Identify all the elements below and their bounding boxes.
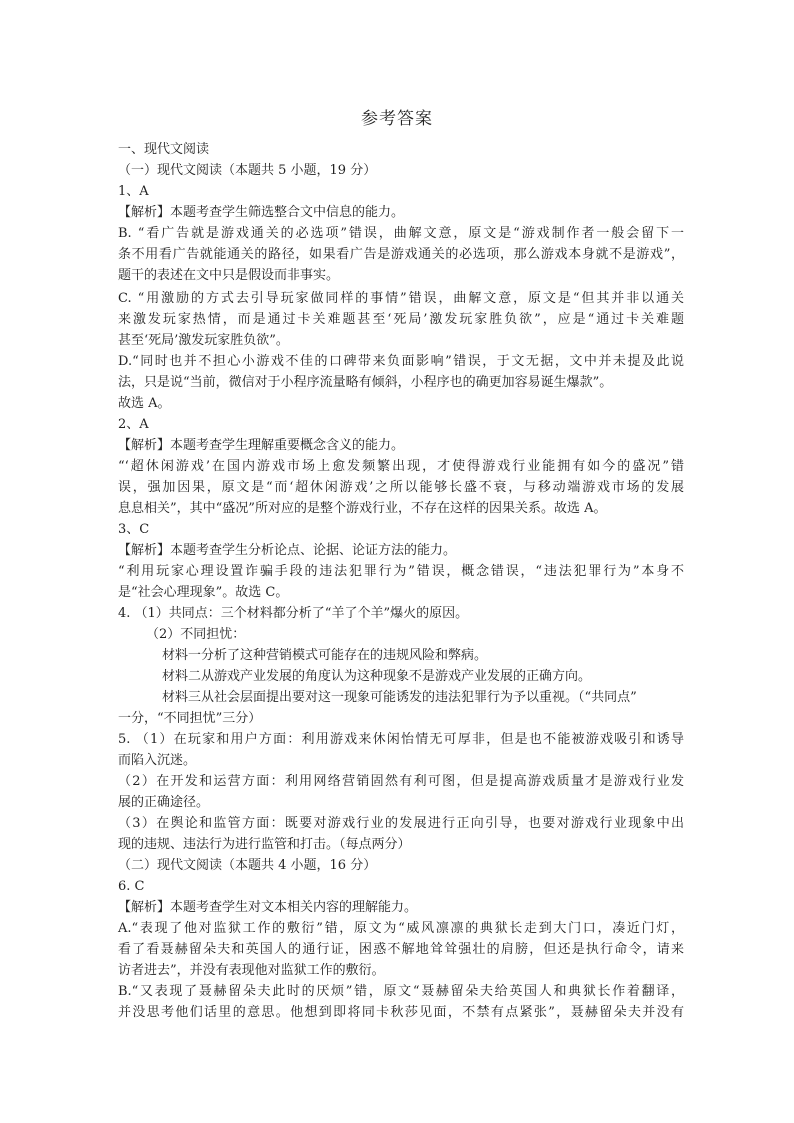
page-title: 参考答案: [361, 109, 433, 129]
answer-number: 1、A: [118, 184, 149, 199]
text-line: 来激发玩家热情，而是通过卡关难题甚至‘死局’激发玩家胜负欲”，应是“通过卡关难题: [118, 312, 684, 327]
text-line: 故选 A。: [118, 396, 171, 411]
text-line: 题干的表述在文中只是假设而非事实。: [118, 268, 340, 283]
text-line: （2）不同担忧：: [146, 627, 246, 642]
analysis-line: 【解析】本题考查学生筛选整合文中信息的能力。: [118, 205, 405, 220]
text-line: 材料一分析了这种营销模式可能存在的违规风险和弊病。: [162, 648, 488, 663]
text-line: 息息相关”，其中“盛况”所对应的是整个游戏行业，不存在这样的因果关系。故选 A。: [118, 501, 607, 516]
text-line: 材料二从游戏产业发展的角度认为这种现象不是游戏产业发展的正确方向。: [162, 669, 592, 684]
text-line: 并没思考他们话里的意思。他想到即将同卡秋莎见面，不禁有点紧张”，聂赫留朵夫并没有: [118, 1005, 684, 1020]
text-line: （3）在舆论和监管方面：既要对游戏行业的发展进行正向引导，也要对游戏行业现象中出: [118, 816, 684, 831]
text-line: “‘超休闲游戏’在国内游戏市场上愈发频繁出现，才使得游戏行业能拥有如今的盛况”错: [118, 459, 684, 474]
answer-number: 2、A: [118, 417, 149, 432]
text-line: D.“同时也并不担心小游戏不佳的口碑带来负面影响”错误，于文无据，文中并未提及此说: [118, 354, 684, 369]
text-line: （2）在开发和运营方面：利用网络营销固然有利可图，但是提高游戏质量才是游戏行业发: [118, 774, 684, 789]
text-line: 甚至‘死局’激发玩家胜负欲”。: [118, 333, 289, 348]
text-line: “利用玩家心理设置诈骗手段的违法犯罪行为”错误，概念错误，“违法犯罪行为”本身不: [118, 564, 684, 579]
analysis-line: 【解析】本题考查学生分析论点、论据、论证方法的能力。: [118, 543, 457, 558]
text-line: C. “用激励的方式去引导玩家做同样的事情”错误，曲解文意，原文是“但其并非以通关: [118, 291, 684, 306]
text-line: 材料三从社会层面提出要对这一现象可能诱发的违法犯罪行为予以重视。（“共同点”: [162, 690, 637, 705]
subsection-heading: （二）现代文阅读（本题共 4 小题，16 分）: [118, 858, 377, 873]
text-line: 一分，“不同担忧”三分）: [118, 711, 262, 726]
subsection-heading: （一）现代文阅读（本题共 5 小题，19 分）: [118, 163, 377, 178]
text-line: 现的违规、违法行为进行监管和打击。（每点两分）: [118, 837, 411, 852]
answer-number: 3、C: [118, 522, 150, 537]
text-line: 访者进去”，并没有表现他对监狱工作的敷衍。: [118, 963, 385, 978]
analysis-line: 【解析】本题考查学生理解重要概念含义的能力。: [118, 438, 405, 453]
text-line: 展的正确途径。: [118, 795, 210, 810]
answer-number: 4. （1）共同点：三个材料都分析了“羊了个羊”爆火的原因。: [118, 606, 469, 621]
answer-number: 5. （1）在玩家和用户方面：利用游戏来休闲怡情无可厚非，但是也不能被游戏吸引和诱导: [118, 732, 684, 747]
text-line: B. “看广告就是游戏通关的必选项”错误，曲解文意，原文是“游戏制作者一般会留下一: [118, 226, 684, 241]
answer-number: 6. C: [118, 879, 145, 894]
text-line: 看了看聂赫留朵夫和英国人的通行证，困惑不解地耸耸强壮的肩膀，但还是执行命令，请来: [118, 942, 684, 957]
text-line: 条不用看广告就能通关的路径，如果看广告是游戏通关的必选项，那么游戏本身就不是游戏”，: [118, 247, 684, 262]
text-line: 而陷入沉迷。: [118, 753, 197, 768]
analysis-line: 【解析】本题考查学生对文本相关内容的理解能力。: [118, 900, 418, 915]
text-line: 误，强加因果，原文是“而‘超休闲游戏’之所以能够长盛不衰，与移动端游戏市场的发展: [118, 480, 684, 495]
text-line: B.“又表现了聂赫留朵夫此时的厌烦”错，原文“聂赫留朵夫给英国人和典狱长作着翻译，: [118, 984, 684, 999]
text-line: 是“社会心理现象”。故选 C。: [118, 585, 289, 600]
text-line: A.“表现了他对监狱工作的敷衍”错，原文为“威风凛凛的典狱长走到大门口，凑近门灯，: [118, 921, 684, 936]
section-heading: 一、现代文阅读: [118, 142, 210, 157]
text-line: 法，只是说“当前，微信对于小程序流量略有倾斜，小程序也的确更加容易诞生爆款”。: [118, 375, 613, 390]
